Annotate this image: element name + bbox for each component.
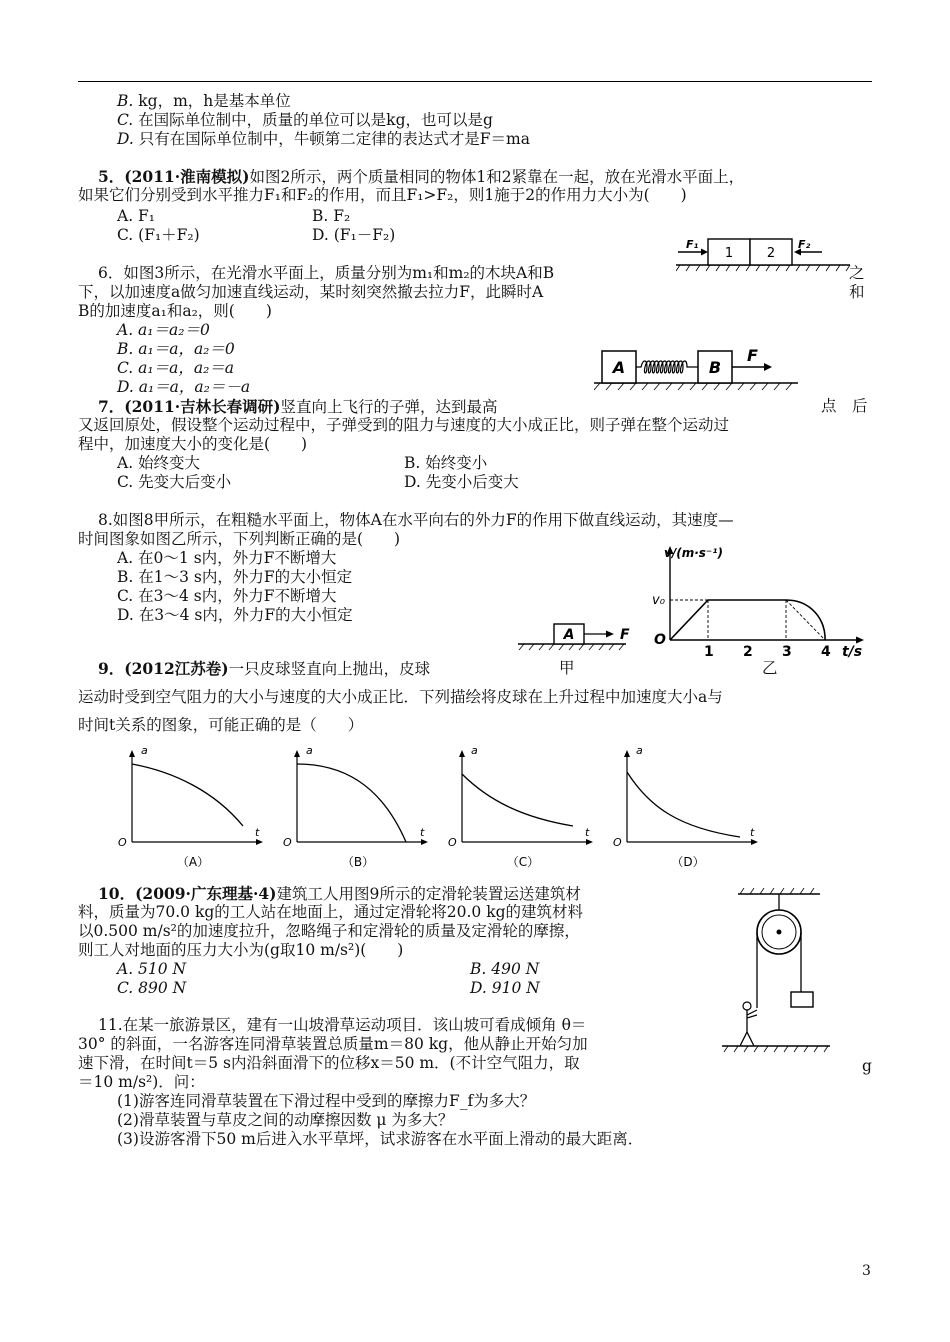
q11-sub2: (2)滑草装置与草皮之间的动摩擦因数 μ 为多大？ (117, 1111, 454, 1129)
q10-line4: 则工人对地面的压力大小为(g取10 m/s²)( ) (78, 941, 404, 959)
q7-line1-tail: 点 后 (821, 397, 868, 415)
q6-option-a: A. a₁＝a₂＝0 (117, 321, 210, 339)
caption-b: （B） (341, 855, 375, 869)
vt-curve (670, 600, 825, 640)
arrow-force-icon (764, 363, 772, 371)
axis-t-label: t (420, 826, 425, 839)
caption-d: （D） (671, 855, 705, 869)
figure-8-yi-vt-graph (646, 540, 872, 666)
q7-option-a: A. 始终变大 (117, 454, 201, 472)
q6-option-c: C. a₁＝a，a₂＝a (117, 359, 235, 377)
q8-option-a: A. 在0～1 s内，外力F不断增大 (117, 549, 337, 567)
curve-b (297, 764, 406, 842)
axis-arrow-icon (129, 750, 135, 757)
v0-label: v₀ (652, 593, 665, 608)
q11-sub1: (1)游客连同滑草装置在下滑过程中受到的摩擦力F_f为多大？ (117, 1092, 536, 1110)
q7-line3: 程中，加速度大小的变化是( ) (78, 435, 308, 453)
axis-arrow-icon (294, 750, 300, 757)
axis-arrow-icon (586, 839, 593, 845)
q6-line1: 6．如图3所示，在光滑水平面上，质量分别为m₁和m₂的木块A和B (98, 264, 555, 282)
q7-line2: 又返回原处，假设整个运动过程中，子弹受到的阻力与速度的大小成正比，则子弹在整个运动过 (78, 416, 730, 434)
q6-option-b: B. a₁＝a，a₂＝0 (117, 340, 235, 358)
worker-head (743, 1002, 751, 1010)
q10-option-a: A. 510 N (117, 960, 187, 978)
q10-option-b: B. 490 N (470, 960, 540, 978)
q7-option-c: C. 先变大后变小 (117, 473, 232, 491)
q10-option-c: C. 890 N (117, 979, 187, 997)
x-axis-label: t/s (842, 644, 863, 660)
caption-a: （A） (176, 855, 210, 869)
q9-line3: 时间t关系的图象，可能正确的是（ ） (78, 716, 364, 734)
q4-option-b: B. kg，m，h是基本单位 (117, 92, 291, 110)
origin-label: O (448, 836, 457, 849)
y-axis-label: v/(m·s⁻¹) (664, 546, 723, 560)
force-f1-label: F₁ (686, 238, 699, 251)
tick-4: 4 (821, 644, 831, 660)
q5-option-b: B. F₂ (312, 207, 351, 225)
tick-1: 1 (704, 644, 714, 660)
fig8-caption-yi: 乙 (762, 659, 778, 677)
q11-line4: ＝10 m/s²)．问： (78, 1073, 205, 1091)
q8-option-d: D. 在3～4 s内，外力F的大小恒定 (117, 606, 353, 624)
axis-a-label: a (636, 744, 643, 757)
axis-a-label: a (141, 744, 148, 757)
origin-label: O (613, 836, 622, 849)
q5-line2: 如果它们分别受到水平推力F₁和F₂的作用，而且F₁>F₂，则1施于2的作用力大小为( ) (78, 186, 687, 204)
axis-a-label: a (471, 744, 478, 757)
q7-line1: 7．(2011·吉林长春调研)竖直向上飞行的子弹，达到最高 (98, 397, 498, 416)
curve-d (627, 772, 740, 837)
block-1-label: 1 (724, 246, 734, 261)
force-f2-label: F₂ (798, 238, 811, 251)
q7-option-d: D. 先变小后变大 (404, 473, 519, 491)
figure-9-pulley (722, 888, 838, 1058)
q6-line3: B的加速度a₁和a₂，则( ) (78, 302, 272, 320)
q6-line2: 下，以加速度a做匀加速直线运动，某时刻突然撤去拉力F，此瞬时A (78, 283, 544, 301)
header-rule (78, 81, 872, 82)
curve-a (132, 764, 243, 826)
q6-line1-tail: 之 (849, 264, 865, 282)
page-number: 3 (862, 1263, 871, 1279)
figure-8-jia (516, 616, 640, 652)
graph-a (115, 742, 265, 870)
figure-2-blocks (676, 234, 856, 274)
q6-line2-tail: 和 (849, 283, 865, 301)
block-a-label: A (563, 627, 575, 643)
q10-line3: 以0.500 m/s²的加速度拉升，忽略绳子和定滑轮的质量及定滑轮的摩擦， (78, 922, 580, 940)
q10-line1: 10．(2009·广东理基·4)建筑工人用图9所示的定滑轮装置运送建筑材 (98, 884, 581, 903)
q5-option-d: D. (F₁－F₂) (312, 226, 396, 244)
arrow-f1-icon (701, 249, 708, 256)
q11-line1: 11.在某一旅游景区，建有一山坡滑草运动项目．该山坡可看成倾角 θ＝ (98, 1016, 587, 1034)
q4-option-d: D. 只有在国际单位制中，牛顿第二定律的表达式才是F＝ma (117, 130, 530, 148)
q8-line2: 时间图象如图乙所示，下列判断正确的是( ) (78, 530, 401, 548)
origin-label: O (654, 632, 666, 648)
q11-line3: 速下滑，在时间t＝5 s内沿斜面滑下的位移x＝50 m．(不计空气阻力，取 (78, 1054, 580, 1072)
force-f-label: F (620, 627, 630, 643)
q4-option-c: C. 在国际单位制中，质量的单位可以是kg，也可以是g (117, 111, 493, 129)
q5-option-a: A. F₁ (117, 207, 156, 225)
axis-t-label: t (585, 826, 590, 839)
q9-line1: 9．(2012江苏卷)一只皮球竖直向上抛出，皮球 (98, 659, 431, 678)
q8-option-c: C. 在3～4 s内，外力F不断增大 (117, 587, 337, 605)
spring-icon (636, 361, 698, 373)
block-a-label: A (612, 358, 626, 377)
q11-line2: 30° 的斜面，一名游客连同滑草装置总质量m＝80 kg，他从静止开始匀加 (78, 1035, 588, 1053)
figure-3-spring-blocks (594, 340, 804, 396)
origin-label: O (283, 836, 292, 849)
axis-arrow-icon (459, 750, 465, 757)
caption-c: （C） (506, 855, 540, 869)
tick-2: 2 (743, 644, 753, 660)
material-box (791, 992, 813, 1007)
q6-option-d: D. a₁＝a，a₂＝－a (117, 378, 251, 396)
origin-label: O (118, 836, 127, 849)
q8-line1: 8.如图8甲所示，在粗糙水平面上，物体A在水平向右的外力F的作用下做直线运动，其速度— (98, 511, 734, 529)
force-f-label: F (747, 346, 758, 365)
axis-arrow-icon (421, 839, 428, 845)
q5-line1: 5．(2011·淮南模拟)如图2所示，两个质量相同的物体1和2紧靠在一起，放在光滑水平面上， (98, 167, 745, 186)
q11-line3-tail: g (862, 1057, 872, 1075)
graph-b (280, 742, 430, 870)
arrow-force-icon (606, 631, 614, 638)
graph-c (445, 742, 595, 870)
axis-arrow-icon (624, 750, 630, 757)
q10-option-d: D. 910 N (470, 979, 540, 997)
block-2-label: 2 (766, 246, 776, 261)
q7-option-b: B. 始终变小 (404, 454, 488, 472)
fig8-caption-jia: 甲 (559, 659, 575, 677)
q5-option-c: C. (F₁＋F₂) (117, 226, 200, 244)
axis-arrow-icon (751, 839, 758, 845)
axis-arrow-icon (256, 839, 263, 845)
block-b-label: B (708, 358, 722, 377)
graph-d (610, 742, 760, 870)
q10-line2: 料，质量为70.0 kg的工人站在地面上，通过定滑轮将20.0 kg的建筑材料 (78, 903, 584, 921)
q11-sub3: (3)设游客滑下50 m后进入水平草坪，试求游客在水平面上滑动的最大距离． (117, 1130, 644, 1148)
q9-line2: 运动时受到空气阻力的大小与速度的大小成正比．下列描绘将皮球在上升过程中加速度大小a与 (78, 688, 723, 706)
axis-a-label: a (306, 744, 313, 757)
tick-3: 3 (782, 644, 792, 660)
x-axis-arrow-icon (856, 637, 864, 644)
q8-option-b: B. 在1～3 s内，外力F的大小恒定 (117, 568, 353, 586)
axis-t-label: t (255, 826, 260, 839)
axis-t-label: t (750, 826, 755, 839)
curve-c (462, 774, 573, 826)
